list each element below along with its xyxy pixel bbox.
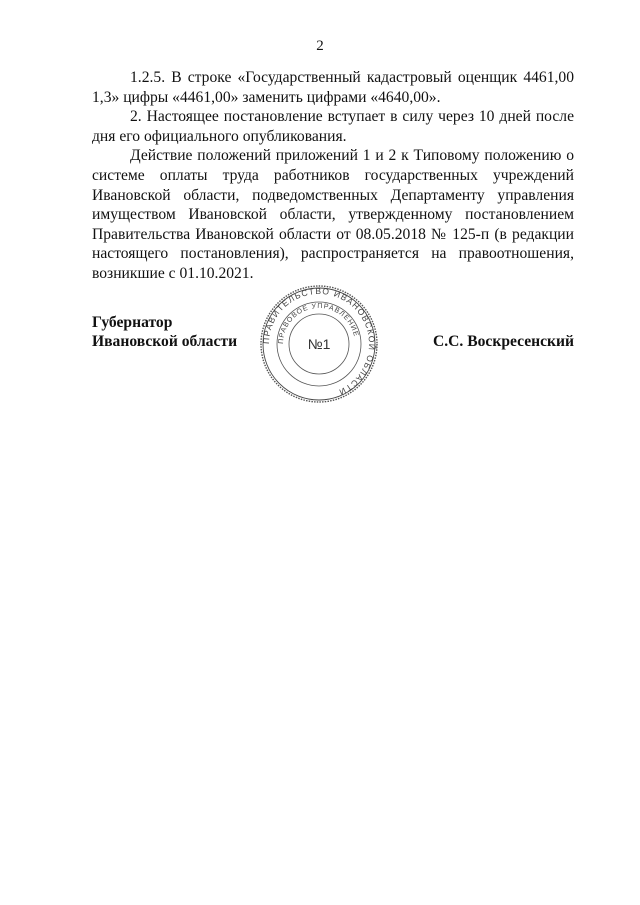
official-seal (258, 283, 380, 405)
paragraph-2: 2. Настоящее постановление вступает в силу через 10 дней после дня его официального опубликования. (92, 108, 574, 145)
seal-center-text: №1 (307, 336, 331, 352)
paragraph-effect: Действие положений приложений 1 и 2 к Типовому положению о системе оплаты труда работников государственных учреждений Ивановской области, подведомственных Департаменту управления имуществом Ивановской области, утвержденному постановлением Правительства Ивановской области от 08.05.2018 № 125-п (в редакции настоящего постановления), распространяется на правоотношения, возникшие с 01.10.2021. (92, 147, 574, 282)
paragraph-1-2-5: 1.2.5. В строке «Государственный кадастровый оценщик 4461,00 1,3» цифры «4461,00» заменить цифрами «4640,00». (92, 69, 574, 106)
signatory-title-line2: Ивановской области (92, 333, 238, 350)
signatory-title-line1: Губернатор (92, 314, 173, 331)
signatory-title (92, 313, 237, 351)
document-body (92, 68, 574, 284)
seal-outer-text: ПРАВИТЕЛЬСТВО ИВАНОВСКОЙ ОБЛАСТИ (260, 285, 378, 398)
signatory-name: С.С. Воскресенский (433, 333, 574, 350)
seal-inner-text: ПРАВОВОЕ УПРАВЛЕНИЕ (277, 302, 360, 345)
page-number: 2 (316, 38, 324, 54)
